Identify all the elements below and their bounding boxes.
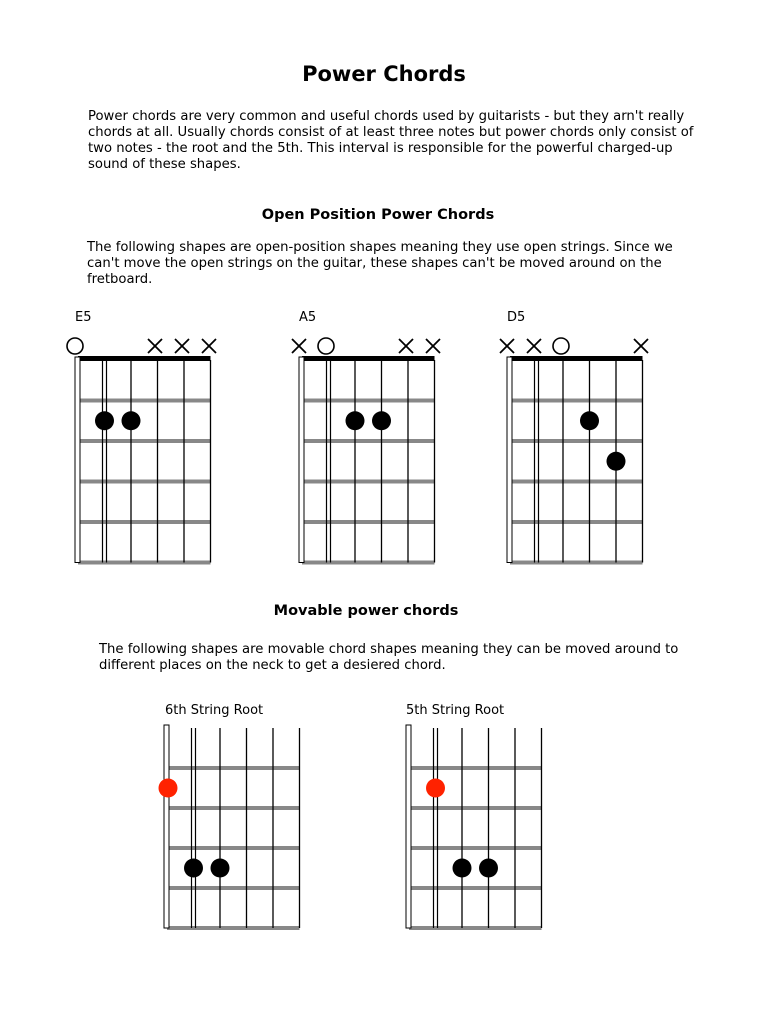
string-line — [406, 725, 411, 928]
finger-dot — [95, 411, 114, 430]
fret-line — [78, 480, 211, 484]
finger-dot — [479, 859, 498, 878]
fret-line — [167, 926, 300, 930]
finger-dot — [453, 859, 472, 878]
page-title: Power Chords — [302, 62, 466, 86]
chord-name-a5: A5 — [299, 310, 317, 325]
fretboard-a5 — [286, 334, 446, 564]
fret-line — [510, 480, 643, 484]
nut — [510, 356, 643, 361]
nut — [78, 356, 211, 361]
fret-line — [78, 399, 211, 403]
fret-line — [510, 399, 643, 403]
chord-name-e5: E5 — [75, 310, 92, 325]
fret-line — [167, 766, 300, 770]
fret-line — [510, 561, 643, 565]
intro-paragraph: Power chords are very common and useful chords used by guitarists - but they arn't really chords at all. Usually chords consist of at least three notes but power chords only consist of two notes - the root and the 5th. This interval is responsible for the powerful charged-up sound of these shapes. — [88, 109, 694, 172]
fret-line — [167, 886, 300, 890]
fretboard-grid — [164, 725, 300, 930]
muted-string-icon — [399, 339, 413, 353]
fret-line — [409, 926, 542, 930]
fretboard-grid — [299, 356, 435, 565]
muted-string-icon — [202, 339, 216, 353]
fret-line — [78, 561, 211, 565]
open-section-description: The following shapes are open-position shapes meaning they use open strings. Since we can't move the open strings on the guitar, these shapes can't be moved around on the fretboard. — [87, 240, 673, 287]
fret-line — [302, 520, 435, 524]
finger-dot — [372, 411, 391, 430]
muted-string-icon — [148, 339, 162, 353]
fret-line — [167, 806, 300, 810]
muted-string-icon — [500, 339, 514, 353]
fret-line — [78, 439, 211, 443]
muted-string-icon — [175, 339, 189, 353]
open-string-icon — [318, 338, 334, 354]
nut — [302, 356, 435, 361]
chord-name-d5: D5 — [507, 310, 526, 325]
fret-line — [78, 520, 211, 524]
fret-line — [167, 846, 300, 850]
finger-dot — [122, 411, 141, 430]
finger-dot — [346, 411, 365, 430]
string-line — [507, 357, 512, 563]
fret-line — [409, 886, 542, 890]
fretboard-d5 — [494, 334, 654, 564]
fret-line — [409, 766, 542, 770]
open-string-icon — [67, 338, 83, 354]
movable-section-description: The following shapes are movable chord shapes meaning they can be moved around to different places on the neck to get a desiered chord. — [99, 642, 679, 673]
fretboard-6th-string-root — [150, 720, 310, 935]
fret-line — [510, 520, 643, 524]
string-line — [299, 357, 304, 563]
muted-string-icon — [292, 339, 306, 353]
string-line — [75, 357, 80, 563]
open-string-icon — [553, 338, 569, 354]
string-line — [164, 725, 169, 928]
muted-string-icon — [426, 339, 440, 353]
finger-dot — [159, 779, 178, 798]
finger-dot — [426, 779, 445, 798]
finger-dot — [211, 859, 230, 878]
fret-line — [409, 846, 542, 850]
fretboard-grid — [406, 725, 542, 930]
fret-line — [302, 480, 435, 484]
fret-line — [409, 806, 542, 810]
fretboard-e5 — [62, 334, 222, 564]
fret-line — [302, 561, 435, 565]
finger-dot — [184, 859, 203, 878]
fretboard-5th-string-root — [392, 720, 552, 935]
finger-dot — [580, 411, 599, 430]
movable-section-heading: Movable power chords — [273, 603, 459, 619]
fret-line — [510, 439, 643, 443]
chord-name-6th-string-root: 6th String Root — [165, 703, 264, 718]
fretboard-grid — [75, 356, 211, 565]
open-section-heading: Open Position Power Chords — [261, 207, 495, 223]
muted-string-icon — [527, 339, 541, 353]
fret-line — [302, 399, 435, 403]
chord-name-5th-string-root: 5th String Root — [406, 703, 505, 718]
finger-dot — [607, 452, 626, 471]
fret-line — [302, 439, 435, 443]
muted-string-icon — [634, 339, 648, 353]
